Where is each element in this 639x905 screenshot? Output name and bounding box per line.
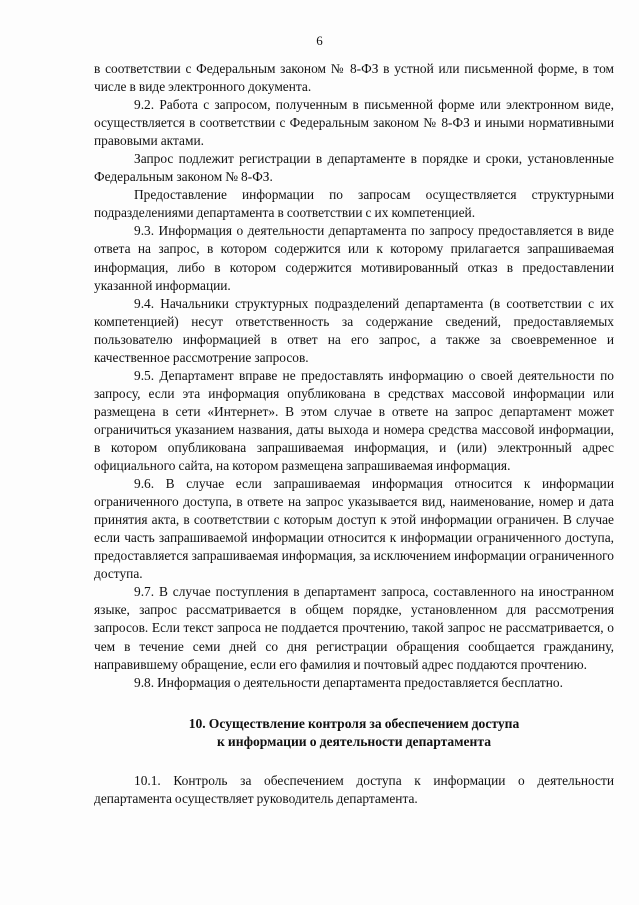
paragraph-9-3: 9.3. Информация о деятельности департамента по запросу предоставляется в виде ответа на запрос, в котором содержится или к которому прилагается запрашиваемая информация, либо в котором содержится мотивированный отказ в предоставлении указанной информации.	[94, 223, 614, 293]
paragraph-9-5: 9.5. Департамент вправе не предоставлять информацию о своей деятельности по запросу, если эта информация опубликована в средствах массовой информации или размещена в сети «Интернет». В этом случае в ответе на запрос департамент может ограничиться указанием названия, даты выхода и номера средства массовой информации, в котором опубликована запрашиваемая информация, и (или) электронный адрес официального сайта, на котором размещена запрашиваемая информация.	[94, 367, 614, 474]
section-heading	[94, 715, 614, 752]
page-number: 6	[316, 33, 323, 48]
paragraph-9-8: 9.8. Информация о деятельности департамента предоставляется бесплатно.	[134, 674, 563, 690]
document-body	[94, 60, 614, 808]
section-heading-line-2: к информации о деятельности департамента	[217, 734, 491, 750]
paragraph-9-2: 9.2. Работа с запросом, полученным в письменной форме или электронном виде, осуществляется в соответствии с Федеральным законом № 8-ФЗ и иными нормативными правовыми актами.	[94, 97, 614, 149]
paragraph-9-6: 9.6. В случае если запрашиваемая информация относится к информации ограниченного доступа, в ответе на запрос указывается вид, наименование, номер и дата принятия акта, в соответствии с которым доступ к этой информации ограничен. В случае если часть запрашиваемой информации относится к информации ограниченного доступа, предоставляется запрашиваемая информация, за исключением информации ограниченного доступа.	[94, 476, 614, 582]
paragraph-provision: Предоставление информации по запросам осуществляется структурными подразделениями департамента в соответствии с их компетенцией.	[94, 187, 614, 221]
paragraph-9-4: 9.4. Начальники структурных подразделений департамента (в соответствии с их компетенцией) несут ответственность за содержание сведений, предоставляемых пользователю информацией в ответ на его запрос, а также за своевременное и качественное рассмотрение запросов.	[94, 295, 614, 365]
paragraph-9-7: 9.7. В случае поступления в департамент запроса, составленного на иностранном языке, запрос рассматривается в общем порядке, установленном для рассмотрения запросов. Если текст запроса не поддается прочтению, такой запрос не рассматривается, о чем в течение семи дней со дня регистрации обращения сообщается гражданину, направившему обращение, если его фамилия и почтовый адрес поддаются прочтению.	[94, 584, 614, 672]
paragraph-continuation: в соответствии с Федеральным законом № 8-ФЗ в устной или письменной форме, в том числе в виде электронного документа.	[94, 61, 614, 95]
paragraph-10-1: 10.1. Контроль за обеспечением доступа к информации о деятельности департамента осуществляет руководитель департамента.	[94, 772, 614, 806]
section-heading-line-1: 10. Осуществление контроля за обеспечением доступа	[188, 715, 520, 731]
paragraph-registration: Запрос подлежит регистрации в департаменте в порядке и сроки, установленные Федеральным законом № 8-ФЗ.	[94, 151, 614, 185]
